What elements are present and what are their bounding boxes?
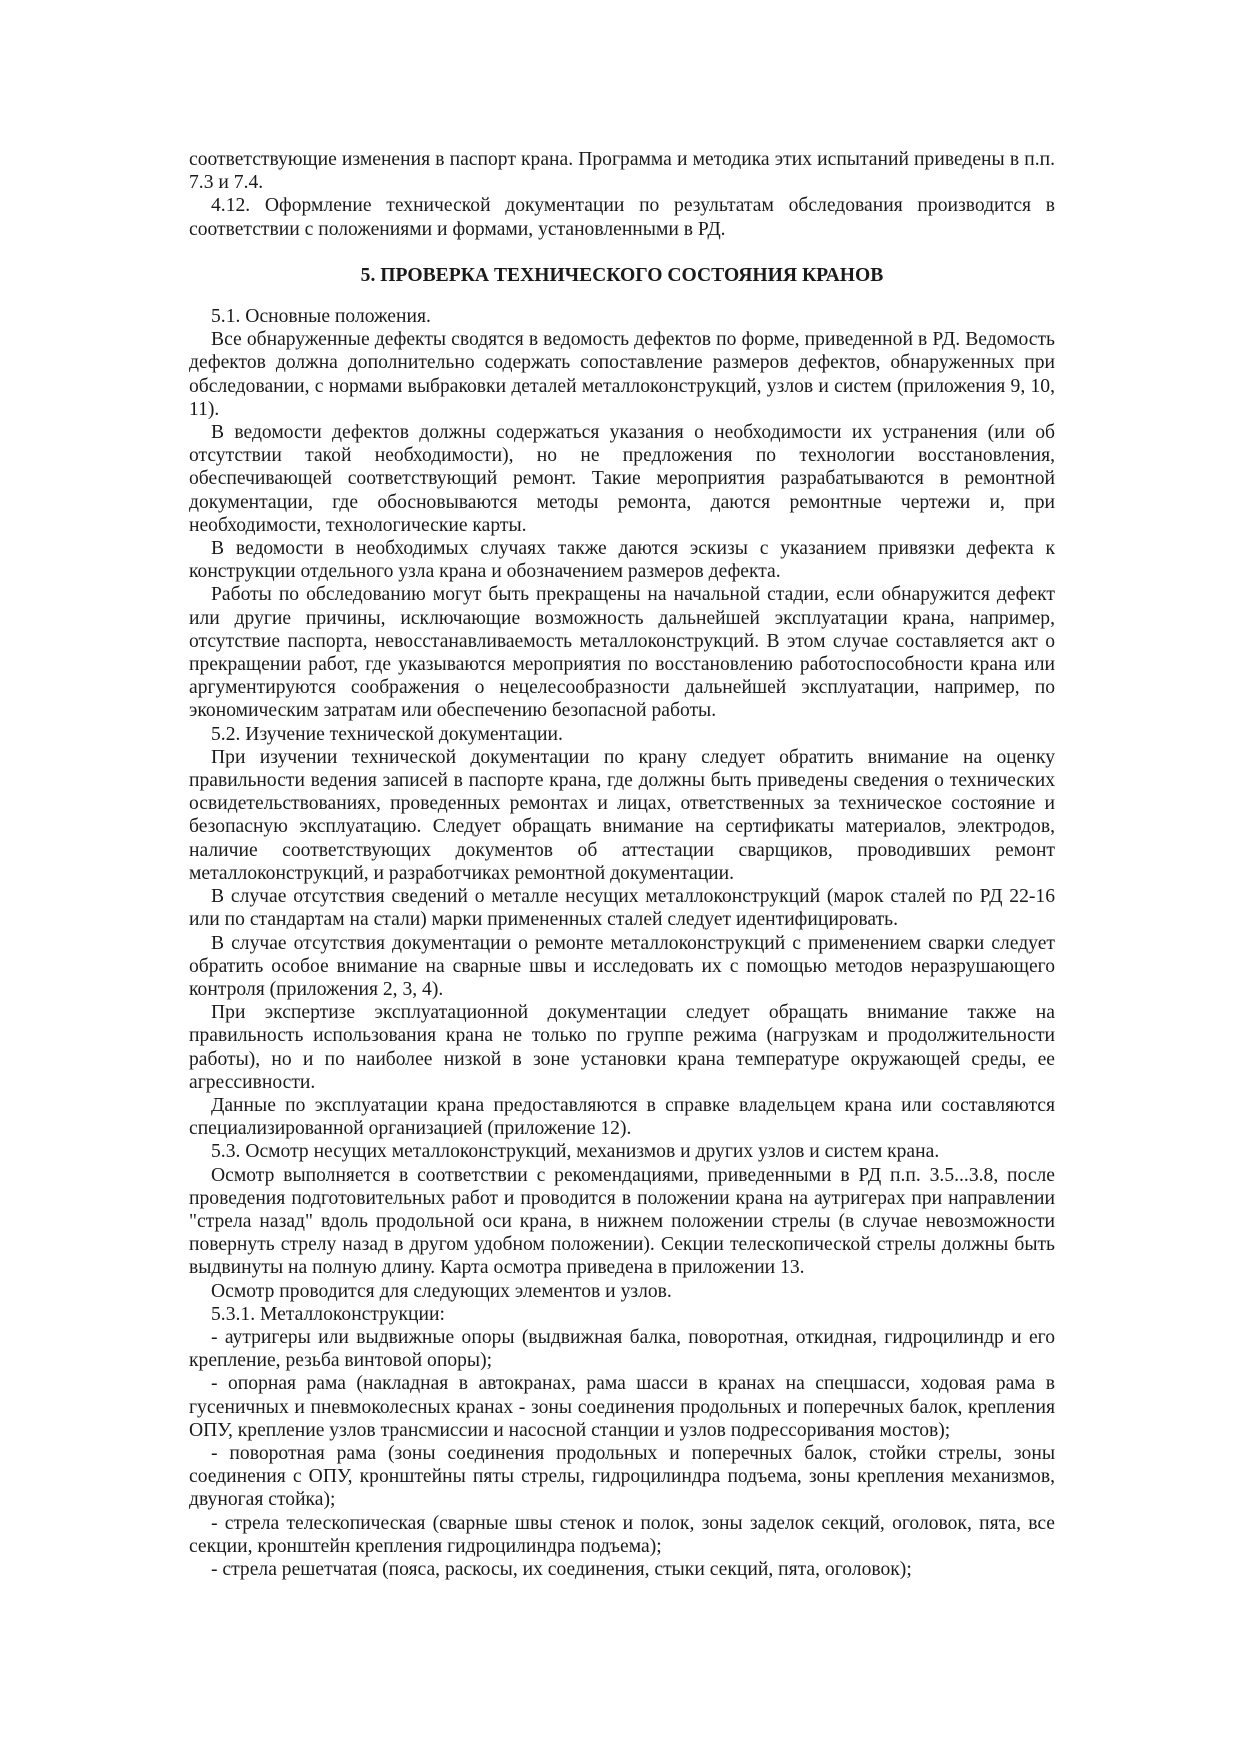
paragraph: При изучении технической документации по крану следует обратить внимание на оценку правильности ведения записей в паспорте крана, где должны быть приведены сведения о технических освидетельствованиях, проведенных ремонтах и лицах, ответственных за техническое состояние и безопасную эксплуатацию. Следует обращать внимание на сертификаты материалов, электродов, наличие соответствующих документов об аттестации сварщиков, проводивших ремонт металлоконструкций, и разработчиках ремонтной документации.: [189, 746, 1055, 884]
list-item: - стрела телескопическая (сварные швы стенок и полок, зоны заделок секций, оголовок, пята, все секции, кронштейн крепления гидроцилиндра подъема);: [189, 1512, 1055, 1557]
list-item: - аутригеры или выдвижные опоры (выдвижная балка, поворотная, откидная, гидроцилиндр и его крепление, резьба винтовой опоры);: [189, 1326, 1055, 1372]
section-title: 5. ПРОВЕРКА ТЕХНИЧЕСКОГО СОСТОЯНИЯ КРАНОВ: [360, 264, 884, 286]
paragraph: В случае отсутствия документации о ремонте металлоконструкций с применением сварки следует обратить особое внимание на сварные швы и исследовать их с помощью методов неразрушающего контроля (приложения 2, 3, 4).: [189, 932, 1055, 1000]
paragraph: В ведомости в необходимых случаях также даются эскизы с указанием привязки дефекта к конструкции отдельного узла крана и обозначением размеров дефекта.: [189, 538, 1055, 583]
subsection-heading-5-1: 5.1. Основные положения.: [211, 306, 431, 328]
paragraph: Работы по обследованию могут быть прекращены на начальной стадии, если обнаружится дефект или другие причины, исключающие возможность дальнейшей эксплуатации крана, например, отсутствие паспорта, невосстанавливаемость металлоконструкций. В этом случае составляется акт о прекращении работ, где указываются мероприятия по восстановлению работоспособности крана или аргументируются соображения о нецелесообразности дальнейшей эксплуатации, например, по экономическим затратам или обеспечению безопасной работы.: [189, 584, 1055, 722]
document-page: [189, 148, 1055, 1581]
paragraph: Осмотр проводится для следующих элементов и узлов.: [211, 1280, 672, 1302]
paragraph: Осмотр выполняется в соответствии с рекомендациями, приведенными в РД п.п. 3.5...3.8, после проведения подготовительных работ и проводится в положении крана на аутригерах при направлении "стрела назад" вдоль продольной оси крана, в нижнем положении стрелы (в случае невозможности повернуть стрелу назад в другом удобном положении). Секции телескопической стрелы должны быть выдвинуты на полную длину. Карта осмотра приведена в приложении 13.: [189, 1164, 1055, 1279]
subsection-heading-5-2: 5.2. Изучение технической документации.: [211, 723, 563, 745]
paragraph: В случае отсутствия сведений о металле несущих металлоконструкций (марок сталей по РД 22-16 или по стандартам на стали) марки примененных сталей следует идентифицировать.: [189, 886, 1055, 931]
paragraph: В ведомости дефектов должны содержаться указания о необходимости их устранения (или об отсутствии такой необходимости), но не предложения по технологии восстановления, обеспечивающей соответствующий ремонт. Такие мероприятия разрабатываются в ремонтной документации, где обосновываются методы ремонта, даются ремонтные чертежи и, при необходимости, технологические карты.: [189, 422, 1055, 536]
list-item: - стрела решетчатая (пояса, раскосы, их соединения, стыки секций, пята, оголовок);: [211, 1558, 912, 1580]
subsection-heading-5-3: 5.3. Осмотр несущих металлоконструкций, механизмов и других узлов и систем крана.: [211, 1141, 940, 1163]
list-item: - опорная рама (накладная в автокранах, рама шасси в кранах на спецшасси, ходовая рама в гусеничных и пневмоколесных кранах - зоны соединения продольных и поперечных балок, крепления ОПУ, крепление узлов трансмиссии и насосной станции и узлов подрессоривания мостов);: [189, 1373, 1055, 1441]
paragraph: При экспертизе эксплуатационной документации следует обращать внимание также на правильность использования крана не только по группе режима (нагрузкам и продолжительности работы), но и по наиболее низкой в зоне установки крана температуре окружающей среды, ее агрессивности.: [189, 1002, 1055, 1093]
list-item: - поворотная рама (зоны соединения продольных и поперечных балок, стойки стрелы, зоны соединения с ОПУ, кронштейны пяты стрелы, гидроцилиндра подъема, зоны крепления механизмов, двуногая стойка);: [189, 1442, 1055, 1511]
paragraph-4-12: 4.12. Оформление технической документации по результатам обследования производится в соответствии с положениями и формами, установленными в РД.: [189, 195, 1055, 240]
paragraph: Данные по эксплуатации крана предоставляются в справке владельцем крана или составляются специализированной организацией (приложение 12).: [189, 1094, 1055, 1140]
subsection-heading-5-3-1: 5.3.1. Металлоконструкции:: [211, 1303, 445, 1325]
paragraph: Все обнаруженные дефекты сводятся в ведомость дефектов по форме, приведенной в РД. Ведомость дефектов должна дополнительно содержать сопоставление размеров дефектов, обнаруженных при обследовании, с нормами выбраковки деталей металлоконструкций, узлов и систем (приложения 9, 10, 11).: [189, 329, 1055, 420]
paragraph-continuation: соответствующие изменения в паспорт крана. Программа и методика этих испытаний приведены в п.п. 7.3 и 7.4.: [189, 149, 1055, 194]
